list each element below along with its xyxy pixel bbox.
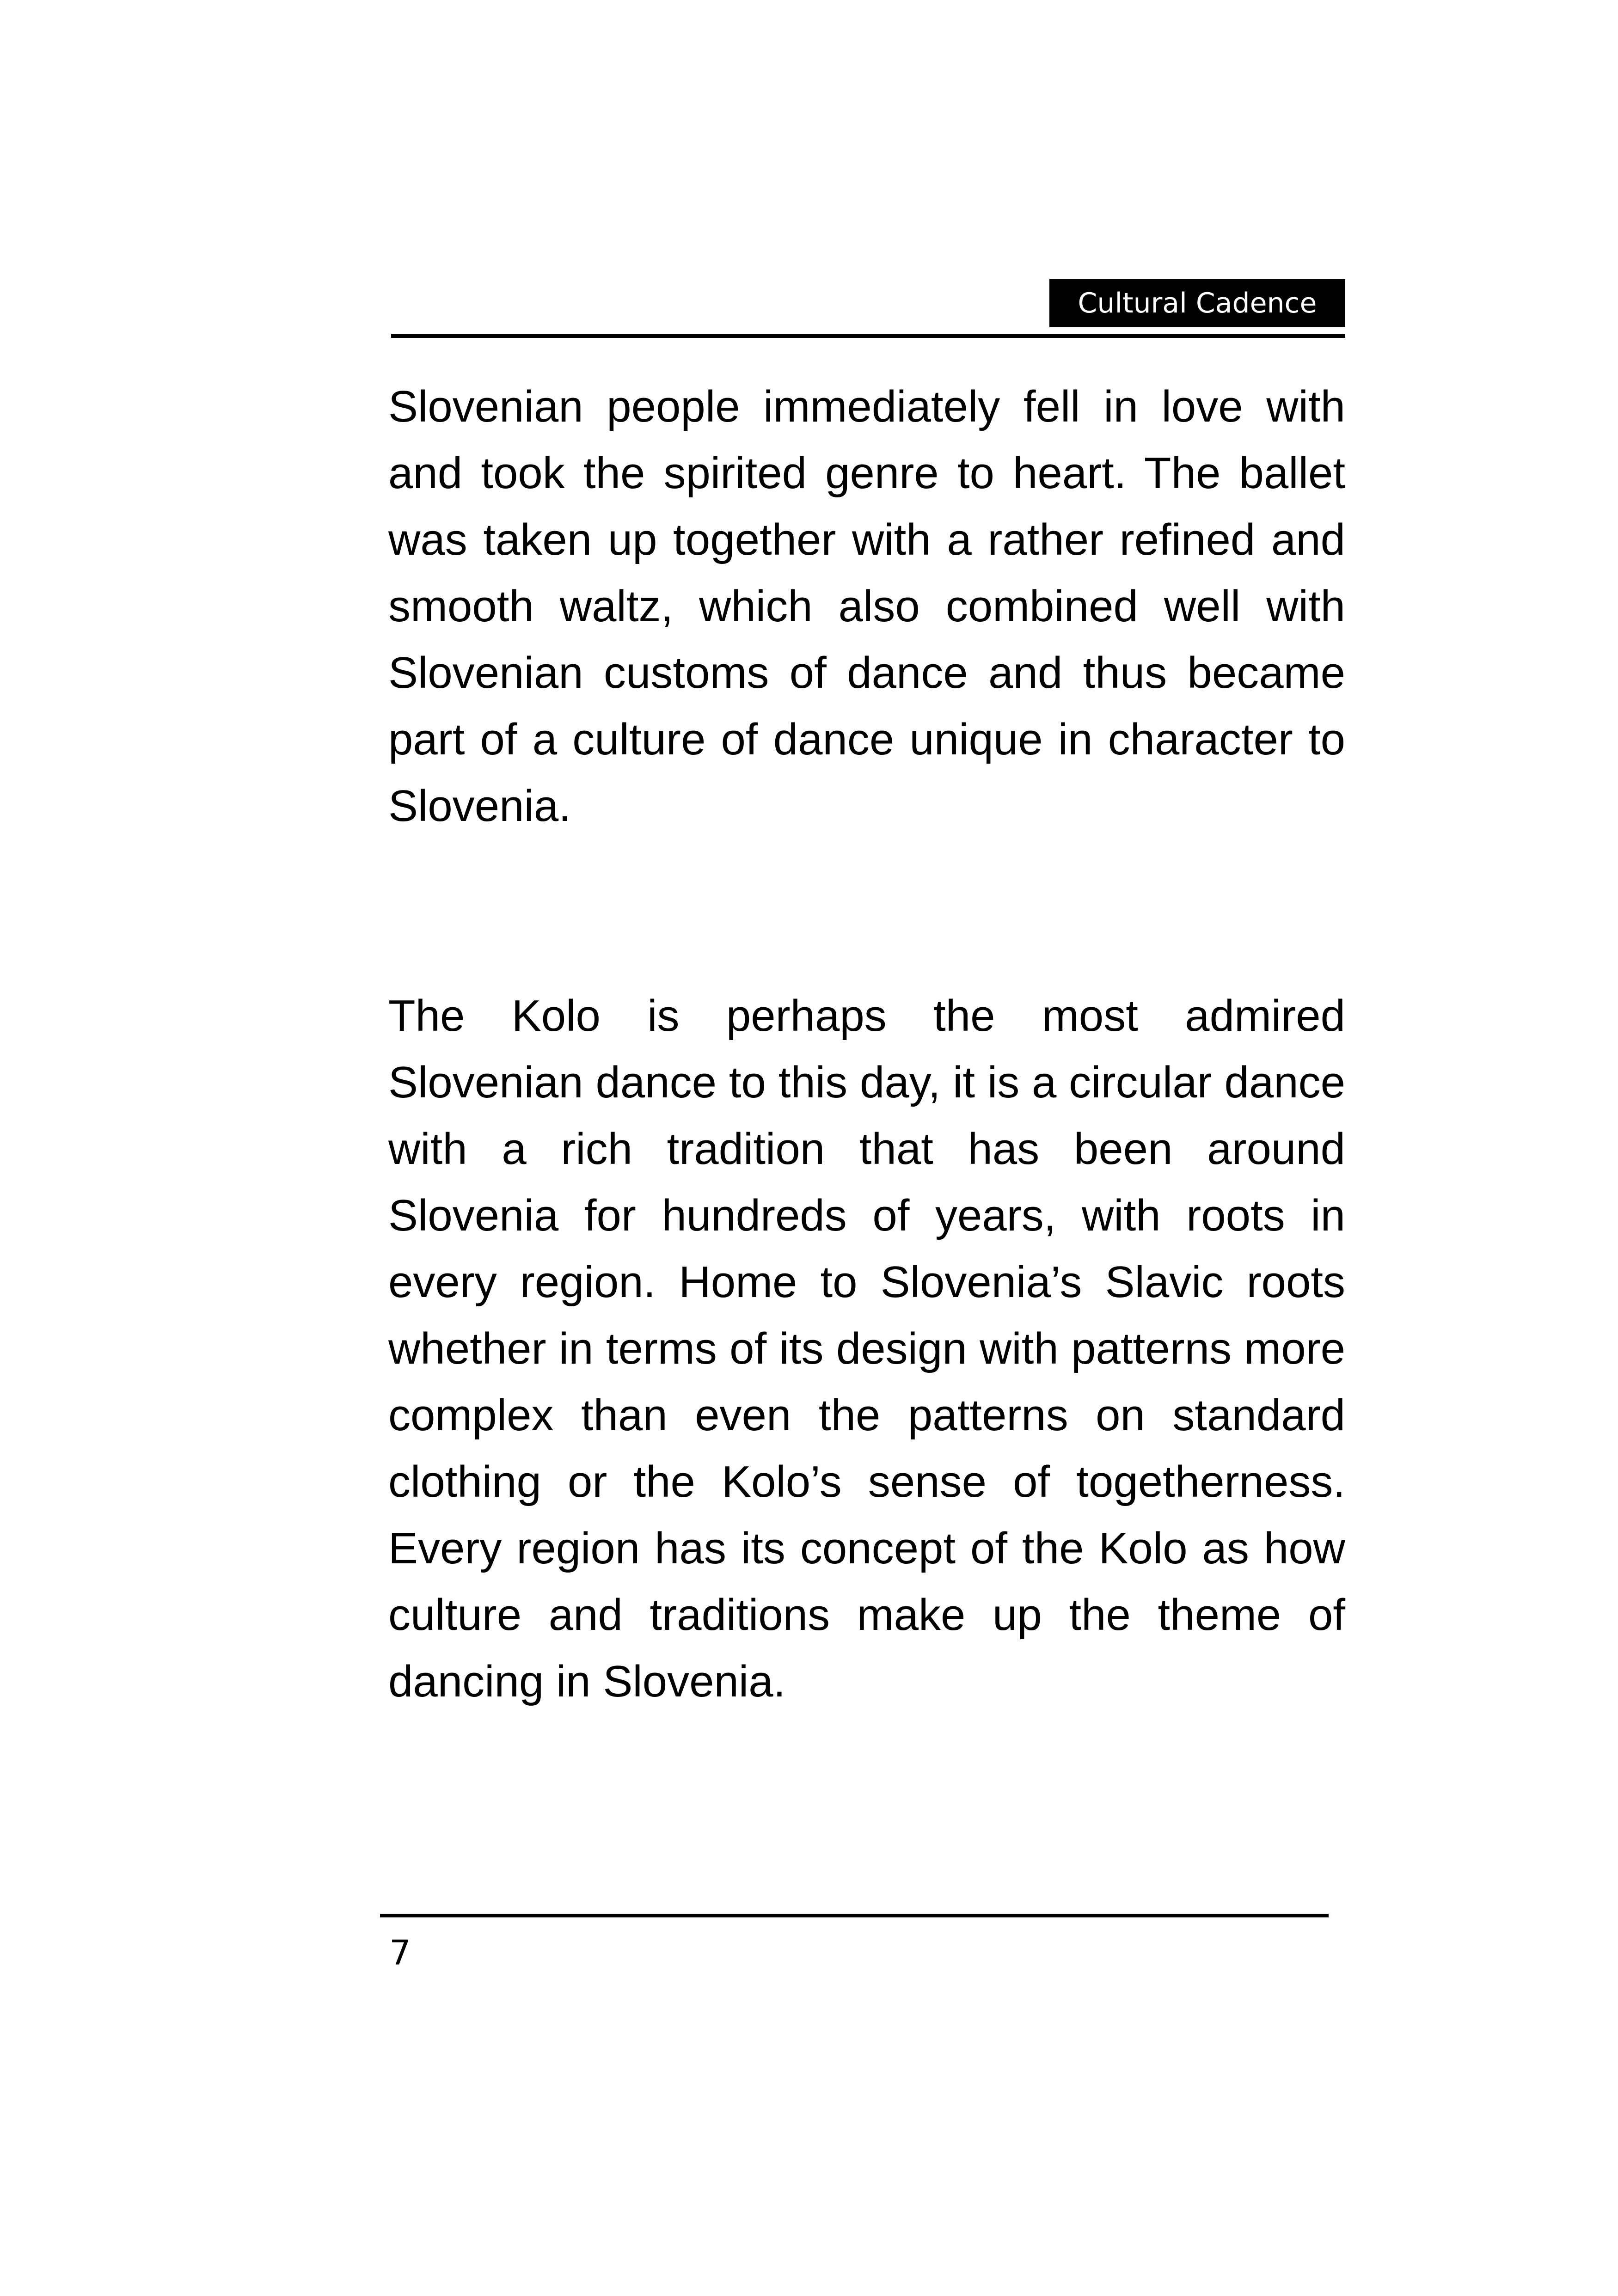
header-rule xyxy=(391,334,1345,338)
body-paragraph-2: The Kolo is perhaps the most admired Slovenian dance to this day, it is a circular dance with a rich tradition that has been around Slovenia for hundreds of years, with roots in every region. Home to Slovenia’s Slavic roots whether in terms of its design with patterns more complex than even the patterns on standard clothing or the Kolo’s sense of togetherness. Every region has its concept of the Kolo as how culture and traditions make up the theme of dancing in Slovenia. xyxy=(388,991,1345,1706)
page-number: 7 xyxy=(389,1933,411,1973)
running-header-title: Cultural Cadence xyxy=(1049,279,1345,327)
body-paragraph-1: Slovenian people immediately fell in love with and took the spirited genre to heart. The ballet was taken up together with a rather refined and smooth waltz, which also combined well with Slovenian customs of dance and thus became part of a culture of dance unique in character to Slovenia. xyxy=(388,382,1345,831)
footer-rule xyxy=(380,1914,1329,1917)
